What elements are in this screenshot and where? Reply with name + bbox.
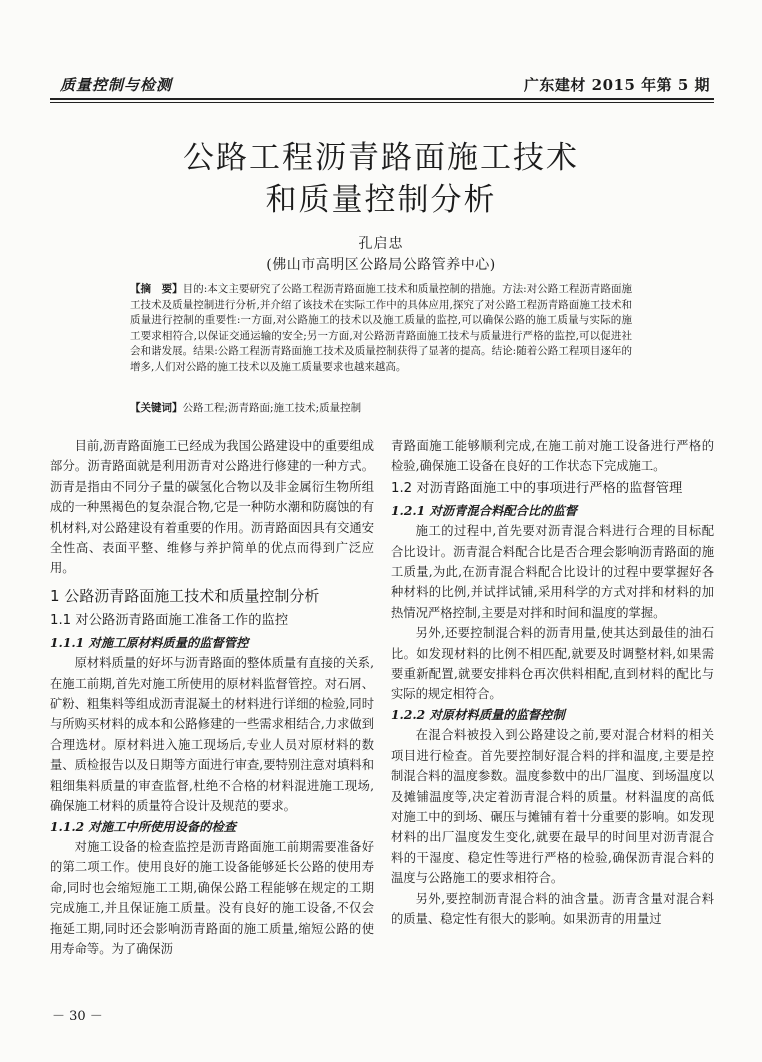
paragraph: 另外,还要控制混合料的沥青用量,使其达到最佳的油石比。如发现材料的比例不相匹配,就要及时调整材料,如果需要重新配置,就要安排料仓再次供料相配,直到材料的配比与实际的规定相符合。 (391, 626, 714, 702)
author-affiliation: (佛山市高明区公路局公路管养中心) (266, 257, 496, 273)
subsubsection-heading-1-1-2: 1.1.2 对施工中所使用设备的检查 (50, 818, 237, 834)
section-heading-1: 1 公路沥青路面施工技术和质量控制分析 (50, 586, 320, 605)
subsubsection-heading-1-2-1: 1.2.1 对沥青混合料配合比的监督 (391, 502, 578, 518)
paper-title-line1: 公路工程沥青路面施工技术 (183, 140, 579, 176)
paragraph: 原材料质量的好坏与沥青路面的整体质量有直接的关系,在施工前期,首先对施工所使用的原材料监督管控。对石屑、矿粉、粗集料等组成沥青混凝土的材料进行详细的检验,同时与所购买材料的成本和公路修建的一些需求相结合,力求做到合理选材。原材料进入施工现场后,专业人员对原材料的数量、质检报告以及日期等方面进行审查,要特别注意对填料和粗细集料质量的审查监督,杜绝不合格的材料混进施工现场,确保施工材料的质量符合设计及规范的要求。 (50, 656, 374, 814)
header-rule (50, 98, 714, 100)
paragraph: 对施工设备的检查监控是沥青路面施工前期需要准备好的第二项工作。使用良好的施工设备能够延长公路的使用寿命,同时也会缩短施工工期,确保公路工程能够在规定的工期完成施工,并且保证施工质量。没有良好的施工设备,不仅会拖延工期,同时还会影响沥青路面的施工质量,缩短公路的使用寿命等。为了确保沥 (50, 839, 374, 956)
abstract (130, 282, 632, 375)
header-rule-thin (50, 102, 714, 103)
subsubsection-heading-1-1-1: 1.1.1 对施工原材料质量的监督管控 (50, 634, 249, 650)
abstract-label: 【摘 要】 (130, 283, 183, 295)
subsection-heading-1-1: 1.1 对公路沥青路面施工准备工作的监控 (50, 612, 289, 628)
paragraph: 另外,要控制沥青混合料的油含量。沥青含量对混合料的质量、稳定性有很大的影响。如果沥青的用量过 (391, 891, 714, 926)
running-header-section: 质量控制与检测 (60, 76, 173, 94)
paragraph-continued: 青路面施工能够顺利完成,在施工前对施工设备进行严格的检验,确保施工设备在良好的工作状态下完成施工。 (391, 439, 714, 474)
abstract-text: 目的:本文主要研究了公路工程沥青路面施工技术和质量控制的措施。方法:对公路工程沥青路面施工技术及质量控制进行分析,并介绍了该技术在实际工作中的具体应用,探究了对公路工程沥青路面施工技术和质量进行控制的重要性:一方面,对公路施工的技术以及施工质量的监控,可以确保公路的施工质量与实际的施工要求相符合,以保证交通运输的安全;另一方面,对公路沥青路面施工技术与质量进行严格的监控,可以促进社会和谐发展。结果:公路工程沥青路面施工技术及质量控制获得了显著的提高。结论:随着公路工程项目逐年的增多,人们对公路的施工技术以及施工质量要求也越来越高。 (130, 283, 633, 373)
subsubsection-heading-1-2-2: 1.2.2 对原材料质量的监督控制 (391, 706, 565, 722)
paragraph: 施工的过程中,首先要对沥青混合料进行合理的目标配合比设计。沥青混合料配合比是否合理会影响沥青路面的施工质量,为此,在沥青混合料配合比设计的过程中要掌握好各种材料的比例,并试拌试铺,采用科学的方式对拌和材料的加热情况严格控制,主要是对拌和时间和温度的掌握。 (391, 524, 714, 620)
keywords (130, 401, 632, 416)
author-name: 孔启忠 (358, 236, 404, 252)
left-column (50, 436, 374, 959)
subsection-heading-1-2: 1.2 对沥青路面施工中的事项进行严格的监督管理 (391, 480, 683, 496)
running-header-journal: 广东建材 2015 年第 5 期 (523, 76, 710, 94)
keywords-label: 【关键词】 (130, 402, 183, 414)
right-column (391, 436, 714, 929)
intro-paragraph: 目前,沥青路面施工已经成为我国公路建设中的重要组成部分。沥青路面就是利用沥青对公路进行修建的一种方式。沥青是指由不同分子量的碳氢化合物以及非金属衍生物所组成的一种黑褐色的复杂混合物,它是一种防水潮和防腐蚀的有机材料,对公路建设有着重要的作用。沥青路面因具有交通安全性高、表面平整、维修与养护简单的优点而得到广泛应用。 (50, 439, 374, 576)
paragraph: 在混合料被投入到公路建设之前,要对混合材料的相关项目进行检查。首先要控制好混合料的拌和温度,主要是控制混合料的温度参数。温度参数中的出厂温度、到场温度以及摊铺温度等,决定着沥青混合料的质量。材料温度的高低对施工中的到场、碾压与摊铺有着十分重要的影响。如发现材料的出厂温度发生变化,就要在最早的时间里对沥青混合料的干湿度、稳定性等进行严格的检验,确保沥青混合料的温度与公路施工的要求相符合。 (391, 728, 714, 886)
paper-title-line2: 和质量控制分析 (265, 182, 497, 218)
keywords-text: 公路工程;沥青路面;施工技术;质量控制 (182, 402, 362, 414)
page-number: － 30 － (52, 1009, 103, 1024)
